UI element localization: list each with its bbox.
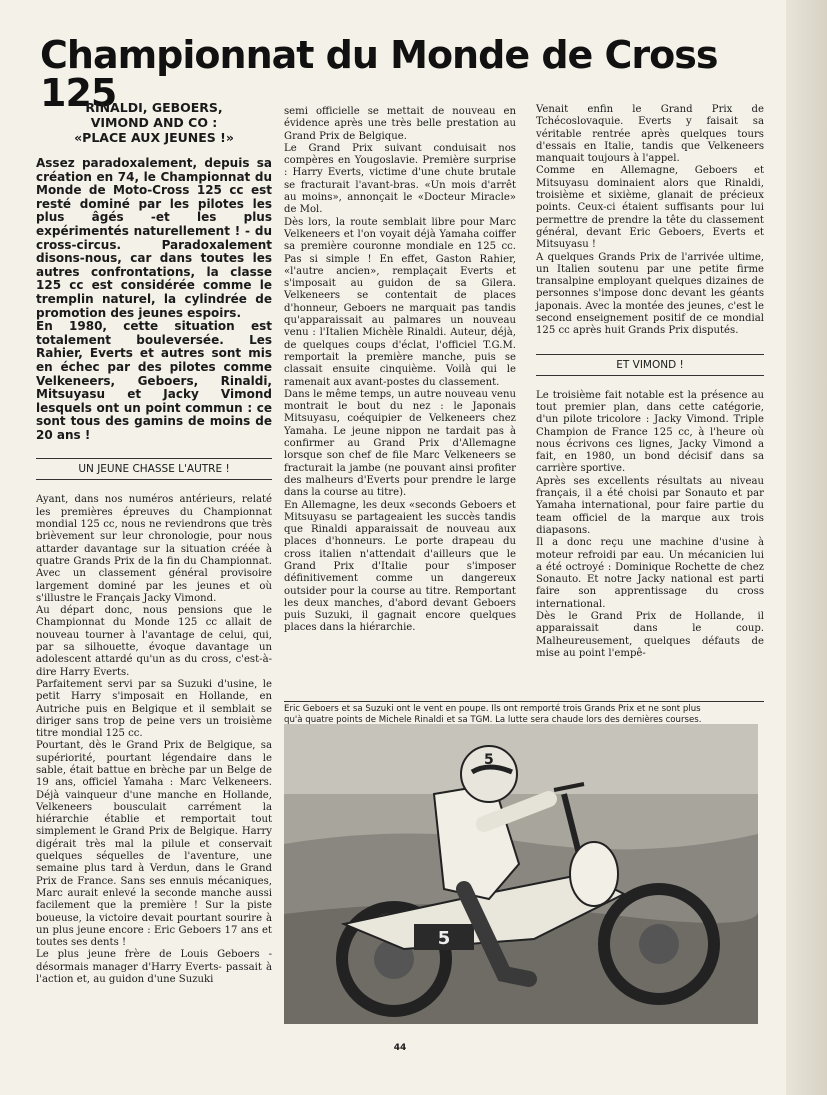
page-title: Championnat du Monde de Cross 125	[40, 33, 718, 115]
bike-number-plate: 5	[437, 928, 451, 949]
binding-spine	[786, 0, 827, 1095]
photo-caption: Eric Geboers et sa Suzuki ont le vent en poupe. Ils ont remporté trois Grands Prix et ne sont plus qu'à quatre points de Michele Rinaldi et sa TGM. La lutte sera chaude lors des dernières courses.	[284, 701, 764, 725]
left-body-text: Ayant, dans nos numéros antérieurs, relaté les premières épreuves du Championnat mondial 125 cc, nous ne reviendrons que très brièvement sur leur chronologie, pour nous attarder davantage sur la situation créée à quatre Grands Prix de la fin du Championnat. Avec un classement général provisoire largement dominé par les jeunes et où s'illustre le Français Jacky Vimond. Au départ donc, nous pensions que le Championnat du Monde 125 cc allait de nouveau tourner à l'avantage de celui, qui, par sa silhouette, évoque davantage un adolescent attardé qu'un as du cross, c'est-à-dire Harry Everts. Parfaitement servi par sa Suzuki d'usine, le petit Harry s'imposait en Hollande, en Autriche puis en Belgique et il semblait se diriger sans trop de peine vers un troisième titre mondial 125 cc. Pourtant, dès le Grand Prix de Belgique, sa supériorité, pourtant légendaire dans le sable, était battue en brèche par un Belge de 19 ans, officiel Yamaha : Marc Velkeneers. Déjà vainqueur d'une manche en Hollande, Velkeneers bousculait carrément la hiérarchie établie et remportait tout simplement le Grand Prix de Belgique. Harry digérait très mal la pilule et conservait quelques séquelles de l'aventure, une semaine plus tard à Verdun, dans le Grand Prix de France. Sans ses ennuis mécaniques, Marc aurait enlevé la seconde manche aussi facilement que la première ! Sur la piste boueuse, la victoire devait pourtant sourire à un plus jeune encore : Eric Geboers 17 ans et toutes ses dents ! Le plus jeune frère de Louis Geboers -désormais manager d'Harry Everts- passait à l'action et, au guidon d'une Suzuki	[36, 494, 272, 986]
section-heading-et-vimond: ET VIMOND !	[536, 354, 764, 376]
helmet-number: 5	[484, 752, 494, 768]
left-column	[36, 100, 272, 986]
section-heading-un-jeune: UN JEUNE CHASSE L'AUTRE !	[36, 458, 272, 480]
right-column	[536, 104, 764, 660]
right-body-text-2: Le troisième fait notable est la présence au tout premier plan, dans cette catégorie, d'un pilote tricolore : Jacky Vimond. Triple Champion de France 125 cc, à l'heure où nous écrivons ces lignes, Jacky Vimond a fait, en 1980, un bond décisif dans sa carrière sportive. Après ses excellents résultats au niveau français, il a été choisi par Sonauto et par Yamaha international, pour faire partie du team officiel de la marque aux trois diapasons. Il a donc reçu une machine d'usine à moteur refroidi par eau. Un mécanicien lui a été octroyé : Dominique Rochette de chez Sonauto. Et notre Jacky national est parti faire son apprentissage du cross international. Dès le Grand Prix de Hollande, il apparaissait dans le coup. Malheureusement, quelques défauts de mise au point l'empê-	[536, 389, 764, 659]
middle-column	[284, 106, 516, 635]
page-number: 44	[393, 1043, 407, 1053]
motocross-rider-illustration	[284, 724, 758, 1024]
article-subheading: RINALDI, GEBOERS, VIMOND AND CO : «PLACE AUX JEUNES !»	[74, 100, 234, 145]
right-body-text-1: Venait enfin le Grand Prix de Tchécoslovaquie. Everts y faisait sa véritable rentrée après quelques tours d'essais en Italie, tandis que Velkeneers manquait toujours à l'appel. Comme en Allemagne, Geboers et Mitsuyasu dominaient alors que Rinaldi, troisième et sixième, glanait de précieux points. Ceux-ci étaient suffisants pour lui permettre de prendre la tête du classement général, devant Eric Geboers, Everts et Mitsuyasu ! A quelques Grands Prix de l'arrivée ultime, un Italien soutenu par une petite firme transalpine employant quelques dizaines de personnes s'impose donc devant les géants japonais. Avec la montée des jeunes, c'est le second enseignement positif de ce mondial 125 cc après huit Grands Prix disputés.	[536, 104, 764, 337]
middle-body-text: semi officielle se mettait de nouveau en évidence après une très belle prestation au Grand Prix de Belgique. Le Grand Prix suivant conduisait nos compères en Yougoslavie. Première surprise : Harry Everts, victime d'une chute brutale se fracturait l'avant-bras. «Un mois d'arrêt au moins», annonçait le «Docteur Miracle» de Mol. Dès lors, la route semblait libre pour Marc Velkeneers et l'on voyait déjà Yamaha coiffer sa première couronne mondiale en 125 cc. Pas si simple ! En effet, Gaston Rahier, «l'autre ancien», remplaçait Everts et s'imposait au guidon de sa Gilera. Velkeneers se contentait de places d'honneur, Geboers ne marquait pas tandis qu'apparaissait au palmares un nouveau venu : l'Italien Michèle Rinaldi. Auteur, déjà, de quelques coups d'éclat, l'officiel T.G.M. remportait la première manche, puis se classait ensuite cinquième. Voilà qui le ramenait aux avant-postes du classement. Dans le même temps, un autre nouveau venu montrait le bout du nez : le Japonais Mitsuyasu, coéquipier de Velkeneers chez Yamaha. Le jeune nippon ne tardait pas à confirmer au Grand Prix d'Allemagne lorsque son chef de file Marc Velkeneers se fracturait la jambe (ne pouvant ainsi profiter des malheurs d'Everts pour prendre le large dans la course au titre). En Allemagne, les deux «seconds Geboers et Mitsuyasu se partageaient les succès tandis que Rinaldi apparaissait de nouveau aux places d'honneurs. Le porte drapeau du cross italien n'attendait d'ailleurs que le Grand Prix d'Italie pour s'imposer définitivement comme un dangereux outsider pour la course au titre. Remportant les deux manches, d'abord devant Geboers puis Suzuki, il gagnait encore quelques places dans la hiérarchie.	[284, 106, 516, 634]
motocross-photo	[284, 724, 758, 1024]
lead-paragraph: Assez paradoxalement, depuis sa création en 74, le Championnat du Monde de Moto-Cross 125 cc est resté dominé par les pilotes les plus âgés -et les plus expérimentés naturellement ! - du cross-circus. Paradoxalement disons-nous, car dans toutes les autres confrontations, la classe 125 cc est considérée comme le tremplin naturel, la cylindrée de promotion des jeunes espoirs. En 1980, cette situation est totalement bouleversée. Les Rahier, Everts et autres sont mis en échec par des pilotes comme Velkeneers, Geboers, Rinaldi, Mitsuyasu et Jacky Vimond lesquels ont un point commun : ce sont tous des gamins de moins de 20 ans !	[36, 156, 272, 442]
